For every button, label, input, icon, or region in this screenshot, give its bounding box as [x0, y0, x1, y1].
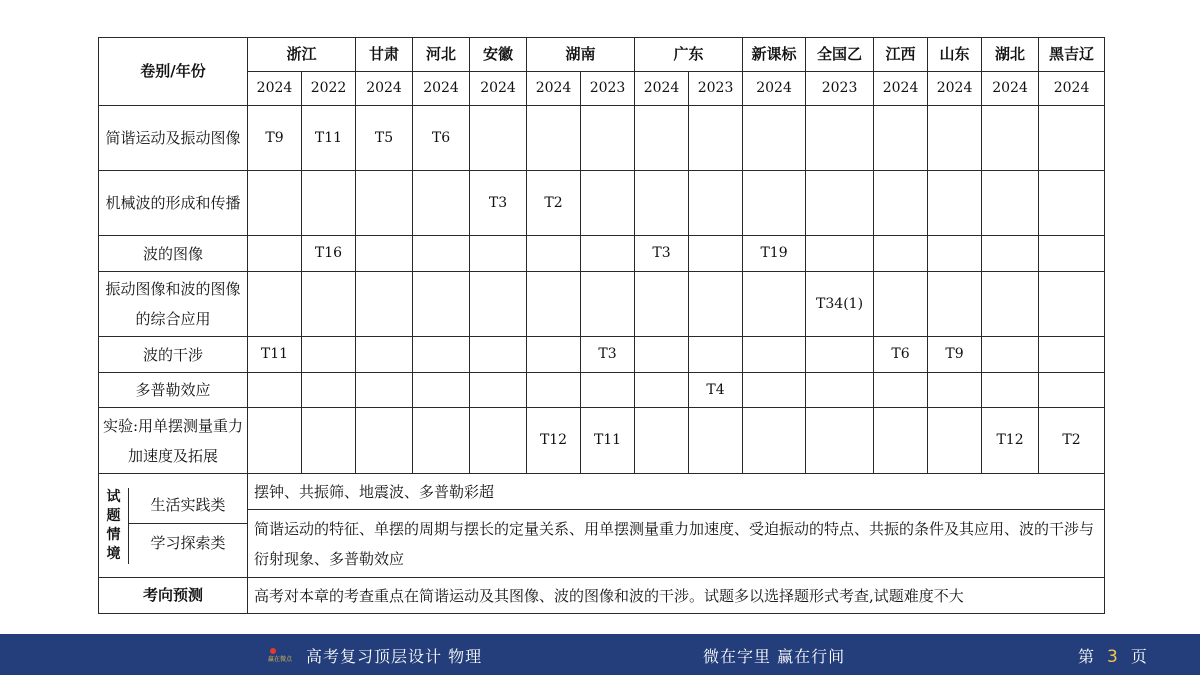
page-suffix: 页 — [1130, 647, 1147, 666]
year-header: 2024 — [928, 72, 982, 106]
question-cell — [413, 171, 470, 236]
question-cell — [356, 171, 413, 236]
question-cell — [470, 272, 527, 337]
question-cell — [470, 408, 527, 474]
context-row-life — [99, 474, 1105, 510]
question-cell — [1039, 171, 1105, 236]
question-cell — [928, 171, 982, 236]
year-header: 2024 — [743, 72, 806, 106]
table-row — [99, 171, 1105, 236]
page-number: 3 — [1107, 647, 1118, 667]
question-cell — [413, 337, 470, 373]
question-cell — [874, 408, 928, 474]
question-cell — [806, 337, 874, 373]
question-cell: T3 — [470, 171, 527, 236]
question-cell — [356, 272, 413, 337]
year-header: 2024 — [356, 72, 413, 106]
question-cell — [248, 373, 302, 408]
year-header: 2024 — [874, 72, 928, 106]
question-cell — [1039, 106, 1105, 171]
question-cell — [874, 106, 928, 171]
context-study-text: 简谐运动的特征、单摆的周期与摆长的定量关系、用单摆测量重力加速度、受迫振动的特点、共振的条件及其应用、波的干涉与衍射现象、多普勒效应 — [248, 510, 1105, 578]
question-cell — [248, 236, 302, 272]
question-cell — [743, 408, 806, 474]
question-cell — [689, 337, 743, 373]
forecast-label: 考向预测 — [99, 578, 248, 614]
context-vertical-label-cell — [99, 474, 248, 578]
context-life-text: 摆钟、共振筛、地震波、多普勒彩超 — [248, 474, 1105, 510]
question-cell — [743, 373, 806, 408]
question-cell — [1039, 236, 1105, 272]
year-header: 2024 — [470, 72, 527, 106]
year-header: 2022 — [302, 72, 356, 106]
question-cell — [356, 408, 413, 474]
question-cell — [527, 236, 581, 272]
question-cell: T12 — [527, 408, 581, 474]
question-cell: T11 — [581, 408, 635, 474]
question-cell: T2 — [527, 171, 581, 236]
table-row — [99, 236, 1105, 272]
topic-label: 实验:用单摆测量重力加速度及拓展 — [99, 408, 248, 474]
question-cell — [743, 106, 806, 171]
question-cell — [806, 171, 874, 236]
question-cell — [874, 373, 928, 408]
question-cell — [302, 373, 356, 408]
question-cell — [302, 272, 356, 337]
question-cell — [248, 171, 302, 236]
question-cell — [743, 272, 806, 337]
question-cell — [1039, 272, 1105, 337]
topic-label: 机械波的形成和传播 — [99, 171, 248, 236]
exam-analysis-table — [98, 37, 1105, 614]
question-cell — [470, 373, 527, 408]
topic-label: 波的图像 — [99, 236, 248, 272]
question-cell: T12 — [982, 408, 1039, 474]
question-cell — [635, 171, 689, 236]
question-cell — [982, 337, 1039, 373]
question-cell — [413, 236, 470, 272]
question-cell — [581, 236, 635, 272]
question-cell — [527, 337, 581, 373]
forecast-row — [99, 578, 1105, 614]
table-row — [99, 373, 1105, 408]
province-header: 新课标 — [743, 38, 806, 72]
question-cell — [413, 408, 470, 474]
question-cell — [356, 337, 413, 373]
question-cell — [1039, 337, 1105, 373]
province-header: 湖北 — [982, 38, 1039, 72]
question-cell: T16 — [302, 236, 356, 272]
question-cell — [527, 272, 581, 337]
year-header: 2023 — [581, 72, 635, 106]
forecast-text: 高考对本章的考查重点在简谐运动及其图像、波的图像和波的干涉。试题多以选择题形式考查,试题难度不大 — [248, 578, 1105, 614]
province-header: 浙江 — [248, 38, 356, 72]
corner-label: 卷别/年份 — [99, 38, 248, 106]
question-cell — [874, 171, 928, 236]
year-header: 2024 — [527, 72, 581, 106]
question-cell — [982, 171, 1039, 236]
question-cell: T6 — [413, 106, 470, 171]
question-cell — [928, 236, 982, 272]
question-cell — [689, 106, 743, 171]
question-cell: T9 — [928, 337, 982, 373]
year-header: 2024 — [982, 72, 1039, 106]
question-cell — [928, 373, 982, 408]
question-cell — [689, 171, 743, 236]
question-cell — [527, 106, 581, 171]
question-cell — [982, 106, 1039, 171]
question-cell — [635, 408, 689, 474]
question-cell — [874, 272, 928, 337]
question-cell — [635, 272, 689, 337]
question-cell — [928, 408, 982, 474]
topic-label: 振动图像和波的图像的综合应用 — [99, 272, 248, 337]
question-cell — [635, 373, 689, 408]
question-cell — [1039, 373, 1105, 408]
context-vertical-label: 试题情境 — [99, 488, 129, 564]
province-header: 江西 — [874, 38, 928, 72]
question-cell — [302, 171, 356, 236]
question-cell: T6 — [874, 337, 928, 373]
province-header: 广东 — [635, 38, 743, 72]
question-cell — [527, 373, 581, 408]
question-cell — [982, 236, 1039, 272]
question-cell — [635, 106, 689, 171]
context-row-study — [99, 510, 1105, 578]
page-prefix: 第 — [1078, 647, 1095, 666]
book-title: 高考复习顶层设计 物理 — [306, 647, 483, 666]
context-life-label: 生活实践类 — [129, 488, 247, 524]
question-cell: T4 — [689, 373, 743, 408]
topic-label: 简谐运动及振动图像 — [99, 106, 248, 171]
question-cell: T3 — [581, 337, 635, 373]
footer-motto: 微在字里 赢在行间 — [703, 647, 846, 666]
question-cell: T19 — [743, 236, 806, 272]
province-header: 河北 — [413, 38, 470, 72]
question-cell — [470, 106, 527, 171]
year-header: 2024 — [1039, 72, 1105, 106]
question-cell — [470, 337, 527, 373]
question-cell — [743, 337, 806, 373]
table-row — [99, 337, 1105, 373]
question-cell: T34(1) — [806, 272, 874, 337]
year-header-row — [99, 72, 1105, 106]
question-cell: T5 — [356, 106, 413, 171]
logo-text: 赢在微点 — [268, 656, 293, 663]
question-cell — [806, 106, 874, 171]
question-cell — [356, 373, 413, 408]
province-header: 山东 — [928, 38, 982, 72]
question-cell — [806, 408, 874, 474]
footer-bar — [0, 634, 1200, 675]
year-header: 2024 — [248, 72, 302, 106]
province-header: 湖南 — [527, 38, 635, 72]
question-cell — [302, 408, 356, 474]
question-cell — [581, 272, 635, 337]
question-cell — [928, 272, 982, 337]
question-cell — [806, 373, 874, 408]
question-cell: T2 — [1039, 408, 1105, 474]
topic-label: 波的干涉 — [99, 337, 248, 373]
question-cell — [689, 272, 743, 337]
question-cell — [581, 171, 635, 236]
question-cell — [806, 236, 874, 272]
table-row — [99, 408, 1105, 474]
question-cell — [413, 373, 470, 408]
question-cell — [928, 106, 982, 171]
year-header: 2023 — [806, 72, 874, 106]
question-cell — [982, 272, 1039, 337]
year-header: 2024 — [635, 72, 689, 106]
question-cell — [413, 272, 470, 337]
context-study-label: 学习探索类 — [150, 534, 226, 552]
year-header: 2024 — [413, 72, 470, 106]
table-row — [99, 106, 1105, 171]
question-cell — [874, 236, 928, 272]
topic-label: 多普勒效应 — [99, 373, 248, 408]
table-row — [99, 272, 1105, 337]
question-cell — [982, 373, 1039, 408]
question-cell: T11 — [248, 337, 302, 373]
year-header: 2023 — [689, 72, 743, 106]
question-cell — [581, 373, 635, 408]
page-indicator — [1078, 644, 1147, 667]
question-cell: T3 — [635, 236, 689, 272]
question-cell — [470, 236, 527, 272]
question-cell — [302, 337, 356, 373]
question-cell — [248, 272, 302, 337]
province-header: 全国乙 — [806, 38, 874, 72]
province-header: 安徽 — [470, 38, 527, 72]
question-cell — [248, 408, 302, 474]
question-cell — [635, 337, 689, 373]
question-cell: T11 — [302, 106, 356, 171]
question-cell — [743, 171, 806, 236]
question-cell — [581, 106, 635, 171]
question-cell — [689, 236, 743, 272]
question-cell — [356, 236, 413, 272]
brand-logo-icon — [268, 648, 294, 664]
province-header: 黑吉辽 — [1039, 38, 1105, 72]
province-header: 甘肃 — [356, 38, 413, 72]
province-header-row — [99, 38, 1105, 72]
question-cell: T9 — [248, 106, 302, 171]
question-cell — [689, 408, 743, 474]
